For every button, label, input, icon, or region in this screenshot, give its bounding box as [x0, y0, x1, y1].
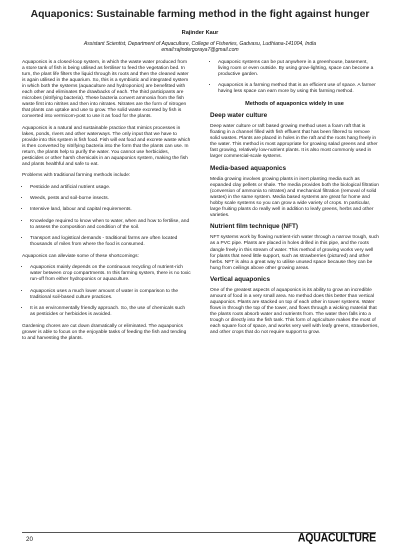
author-name: Rajinder Kaur: [181, 30, 219, 36]
article-title: Aquaponics: Sustainable farming method in the fight against hunger: [30, 9, 370, 20]
list-item: • Intensive land, labour and capital requirements.: [30, 207, 191, 213]
affiliation-text: Assistant Scientist, Department of Aquaculture, College of Fisheries, Gadvasu, Ludhiana-141004, India: [83, 41, 317, 47]
list-item: • Aquaponics mainly depends on the continuous recycling of nutrient-rich water between crop compartments. In this farming system, there is no toxic run-off from either hydroponics or aquaculture.: [30, 265, 191, 283]
magazine-logo: AQUACULTURE: [297, 531, 376, 545]
nft-paragraph: NFT systems work by flowing nutrient-rich water through a narrow trough, such as a PVC pipe. Plants are placed in holes drilled in this pipe, and the roots dangle freely in this stream of water. This method of growing works very well for plants that need little support, such as strawberries (pictured) and other herbs. NFT is also a great way to utilise unused space because they can be hung from ceilings above other growing areas.: [210, 235, 379, 271]
section-heading-vertical: Vertical aquaponics: [210, 276, 271, 283]
page-number: 20: [26, 536, 33, 543]
list-item: • Pesticide and artificial nutrient usage.: [30, 185, 191, 191]
gardening-paragraph: Gardening chores are cut down dramatically or eliminated. The aquaponics grower is able to focus on the enjoyable tasks of feeding the fish and tending to and harvesting the plants.: [22, 323, 187, 341]
intro-paragraph: Aquaponics is a closed-loop system, in which the waste water produced from a store tank of fish is being utilised as fertiliser to feed the vegetation bed. In turn, the plant life filters the liquid through its roots and then the cleaned water is again utilised in the aquarium. So, this is a symbiotic and integrated system in which both the systems (aquaculture and hydroponics) are benefitted with each other and eliminates the drawbacks of each. The third participants are microbes (nitrifying bacteria). These bacteria convert ammonia from the fish waste first into nitrites and then into nitrates. Nitrates are the form of nitrogen that plants can uptake and use to grow. The solid waste excreted by fish is converted into vermicom-post to use it as food for the plants.: [22, 60, 189, 120]
methods-heading: Methods of aquaponics widely in use: [245, 101, 344, 108]
right-column: [210, 60, 379, 342]
author-affiliation: [0, 41, 400, 54]
media-paragraph: Media growing involves growing plants in inert planting media such as expanded clay pellets or shale. The media provides both the biological filtration (conversion of ammonia to nitrates) and mechanical filtration (removal of solid wastes) in the same system. Media based systems are great for home and hobby scale systems so you can grow a wide variety of crops. In particular, large fruiting plants do really well in addition to leafy greens, herbs and other varieties.: [210, 176, 380, 219]
problems-intro: Problems with traditional farming methods include:: [22, 173, 131, 179]
list-item: • Knowledge required to know when to water, when and how to fertilise, and to assess the composition and condition of the soil.: [30, 219, 191, 231]
benefits-intro: Aquaponics can alleviate some of these shortcomings:: [22, 253, 139, 259]
benefits-list: [22, 265, 191, 318]
section-heading-nft: Nutrient film technique (NFT): [210, 223, 299, 231]
vertical-paragraph: One of the greatest aspects of aquaponics is its ability to grow an incredible amount of food in a very small area. No method does this better than vertical aquaponics. Plants are stacked on top of each other in tower systems. Water flows in through the top of the tower, and flows through a wicking material that the plants roots absorb water and nutrients from. The water then falls into a trough or directly into the fish tank. This form of agriculture makes the most of each square foot of space, and works very well with leafy greens, strawberries, and other crops that do not require support to grow.: [210, 288, 379, 336]
benefits-list-continued: [210, 60, 379, 96]
sustainability-paragraph: Aquaponics is a natural and sustainable practice that mimics processes in lakes, ponds, rivers and other waterways. The only input that we have to provide into this system is fish food. Fish will eat food and excrete waste which is then converted by nitrifying bacteria into the form that the plants can use. In return, the plants help to purify the water. You cannot use herbicides, pesticides or other harsh chemicals in an aquaponics system, making the fish and plants healthful and safe to eat.: [22, 125, 191, 168]
list-item: • Weeds, pests and soil-borne insects.: [30, 196, 191, 202]
list-item: • Transport and logistical demands - traditional farms are often located thousands of miles from where the food is consumed.: [30, 236, 191, 248]
section-heading-dwc: Deep water culture: [210, 112, 268, 120]
list-item: • It is an environmentally friendly approach. So, the use of chemicals such as pesticides or herbicides is avoided.: [30, 306, 191, 318]
list-item: • Aquaponic systems can be put anywhere in a greenhouse, basement, living room or even outside. By using grow-lighting, space can become a productive garden.: [218, 60, 379, 78]
problems-list: [22, 185, 191, 249]
author-email: email:rajindergoraya7@gmail.com: [161, 47, 239, 54]
dwc-paragraph: Deep water culture or raft based growing method uses a foam raft that is floating in a channel filled with fish effluent that has been filtered to remove solid wastes. Plants are placed in holes in the raft and the roots hang freely in the water. This method is most appropriate for growing salad greens and other fast growing, relatively low-nutrient plants. It is also most commonly used in larger commercial-scale systems.: [210, 124, 378, 160]
left-column: [22, 60, 191, 347]
section-heading-media: Media-based aquaponics: [210, 164, 286, 172]
list-item: • Aquaponics uses a much lower amount of water in comparison to the traditional soil-based culture practices.: [30, 289, 191, 301]
list-item: • Aquaponics is a farming method that is an efficient use of space. A farmer having less space can earn more by using this farming method.: [218, 83, 379, 95]
